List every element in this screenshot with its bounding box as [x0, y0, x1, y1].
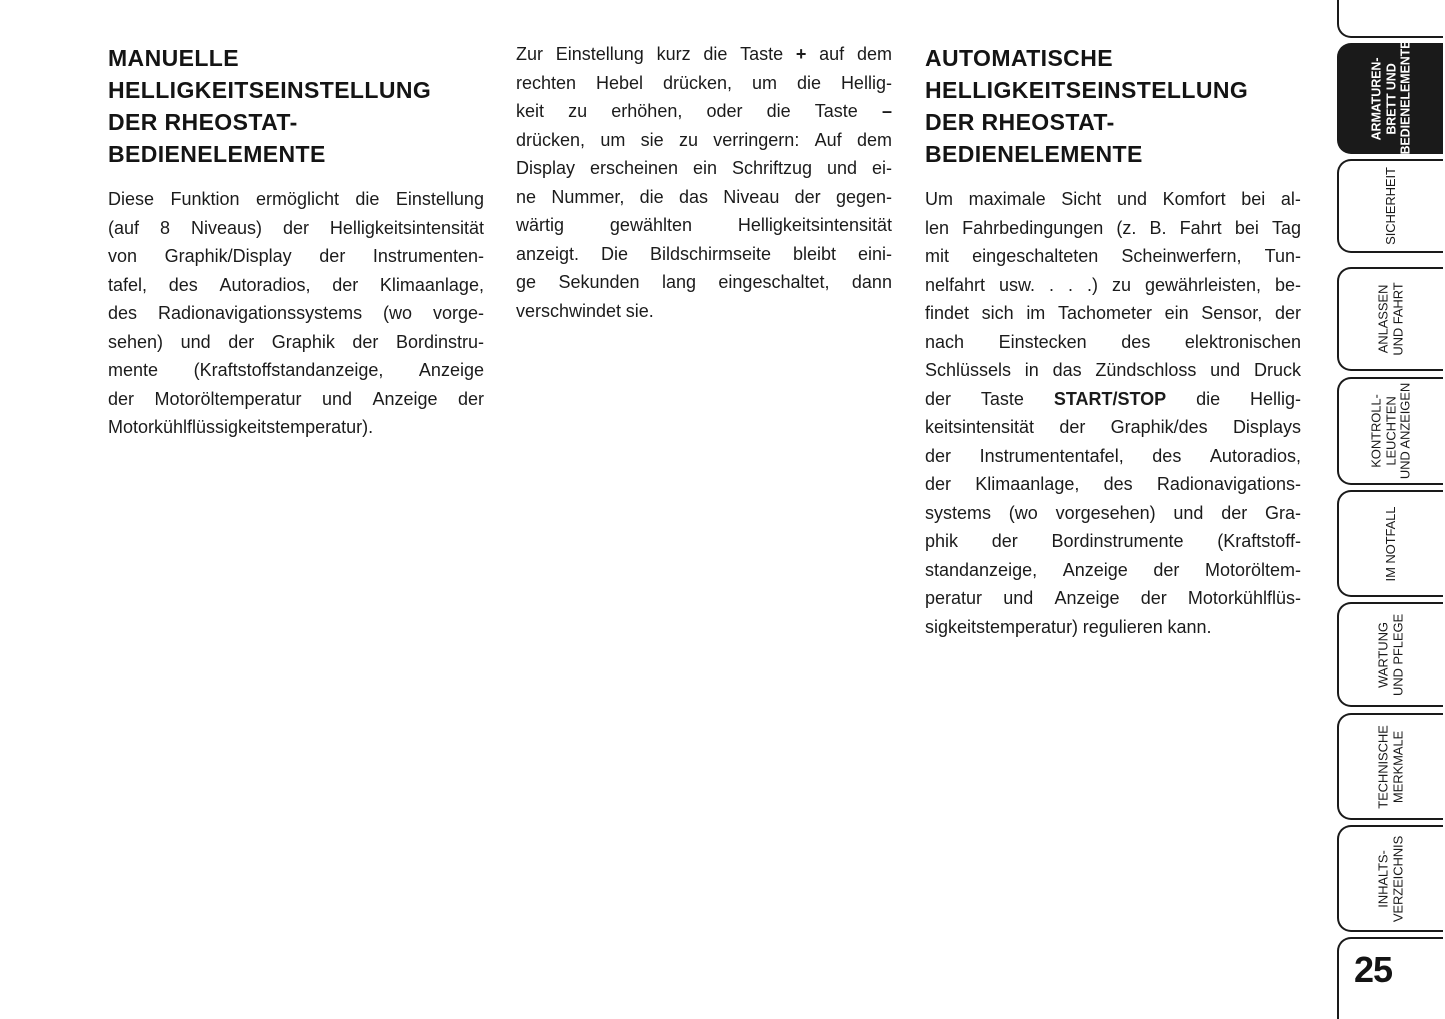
- sidebar-tab-label: KONTROLL- LEUCHTEN UND ANZEIGEN: [1368, 382, 1413, 480]
- sidebar-tab-wartung-und-pflege: [1337, 602, 1443, 707]
- text-line: Zur Einstellung kurz die Taste + auf dem: [516, 44, 892, 64]
- heading-line: AUTOMATISCHE: [925, 45, 1113, 71]
- text-line: Um maximale Sicht und Komfort bei al-: [925, 189, 1301, 209]
- section-body-text: [516, 40, 892, 325]
- sidebar-tab-label: ARMATUREN- BRETT UND BEDIENELEMENTE: [1369, 40, 1413, 154]
- section-heading: [108, 42, 484, 170]
- text-line: wärtig gewählten Helligkeitsintensität: [516, 215, 892, 235]
- section-body-text: [108, 185, 484, 442]
- text-line: ge Sekunden lang eingeschaltet, dann: [516, 272, 892, 292]
- sidebar-tab-label: INHALTS- VERZEICHNIS: [1375, 835, 1405, 922]
- text-line: (auf 8 Niveaus) der Helligkeitsintensität: [108, 217, 484, 238]
- empty-thumb-tab: [1337, 0, 1443, 38]
- heading-line: BEDIENELEMENTE: [108, 141, 326, 167]
- heading-line: HELLIGKEITSEINSTELLUNG: [925, 77, 1249, 103]
- sidebar-tab-inhaltsverzeichnis: [1337, 825, 1443, 932]
- sidebar-tab-im-notfall: [1337, 490, 1443, 597]
- sidebar-tab-label: SICHERHEIT: [1382, 167, 1398, 245]
- text-line: sehen) und der Graphik der Bordinstru-: [108, 331, 484, 352]
- sidebar-tab-technische-merkmale: [1337, 713, 1443, 820]
- text-line: phik der Bordinstrumente (Kraftstoff-: [925, 531, 1301, 551]
- text-line: keitsintensität der Graphik/des Displays: [925, 417, 1301, 437]
- chapter-thumb-index: [1337, 0, 1445, 1019]
- text-line: len Fahrbedingungen (z. B. Fahrt bei Tag: [925, 217, 1301, 238]
- section-body-text: [925, 185, 1301, 641]
- text-line: sigkeitstemperatur) regulieren kann.: [925, 616, 1212, 637]
- text-line: der Instrumententafel, des Autoradios,: [925, 445, 1301, 466]
- column-manual-brightness: [108, 42, 484, 442]
- sidebar-tab-label: ANLASSEN UND FAHRT: [1375, 282, 1405, 356]
- text-line: verschwindet sie.: [516, 300, 654, 321]
- text-line: des Radionavigationssystems (wo vorge-: [108, 303, 484, 323]
- heading-line: HELLIGKEITSEINSTELLUNG: [108, 77, 432, 103]
- sidebar-tab-label: WARTUNG UND PFLEGE: [1375, 613, 1405, 696]
- section-heading: [925, 42, 1301, 170]
- text-line: tafel, des Autoradios, der Klimaanlage,: [108, 274, 484, 295]
- column-automatic-brightness: [925, 42, 1301, 641]
- page-number: 25: [1354, 949, 1393, 990]
- sidebar-tab-kontrollleuchten-und-anzeigen: [1337, 377, 1443, 485]
- text-line: nach Einstecken des elektronischen: [925, 331, 1301, 352]
- text-line: von Graphik/Display der Instrumenten-: [108, 246, 484, 266]
- text-line: systems (wo vorgesehen) und der Gra-: [925, 502, 1301, 523]
- text-line: findet sich im Tachometer ein Sensor, der: [925, 303, 1301, 323]
- text-line: Motorkühlflüssigkeitstemperatur).: [108, 417, 374, 437]
- page-number-box: [1337, 937, 1443, 1019]
- text-line: der Motoröltemperatur und Anzeige der: [108, 388, 484, 409]
- text-line: rechten Hebel drücken, um die Hellig-: [516, 72, 892, 93]
- heading-line: MANUELLE: [108, 45, 239, 71]
- text-line: Diese Funktion ermöglicht die Einstellung: [108, 189, 484, 209]
- heading-line: DER RHEOSTAT-: [108, 109, 298, 135]
- sidebar-tab-armaturenbrett-und-bedienelemente: [1337, 40, 1443, 154]
- text-line: keit zu erhöhen, oder die Taste –: [516, 101, 892, 121]
- sidebar-tab-anlassen-und-fahrt: [1337, 267, 1443, 371]
- text-line: peratur und Anzeige der Motorkühlflüs-: [925, 588, 1301, 608]
- text-line: anzeigt. Die Bildschirmseite bleibt eini-: [516, 243, 892, 264]
- sidebar-tab-label: TECHNISCHE MERKMALE: [1375, 724, 1405, 809]
- heading-line: DER RHEOSTAT-: [925, 109, 1115, 135]
- text-line: ne Nummer, die das Niveau der gegen-: [516, 186, 892, 207]
- text-line: drücken, um sie zu verringern: Auf dem: [516, 129, 892, 150]
- sidebar-tab-label: IM NOTFALL: [1382, 506, 1398, 581]
- text-line: der Taste START/STOP die Hellig-: [925, 388, 1301, 409]
- text-line: mente (Kraftstoffstandanzeige, Anzeige: [108, 360, 484, 380]
- text-line: Display erscheinen ein Schriftzug und ei-: [516, 158, 892, 178]
- text-line: mit eingeschalteten Scheinwerfern, Tun-: [925, 246, 1301, 266]
- text-line: der Klimaanlage, des Radionavigations-: [925, 474, 1301, 494]
- sidebar-tab-sicherheit: [1337, 159, 1443, 253]
- text-line: nelfahrt usw. . . .) zu gewährleisten, be-: [925, 274, 1301, 295]
- column-adjustment-instructions: [516, 40, 892, 325]
- text-line: Schlüssels in das Zündschloss und Druck: [925, 360, 1301, 380]
- text-line: standanzeige, Anzeige der Motoröltem-: [925, 559, 1301, 580]
- heading-line: BEDIENELEMENTE: [925, 141, 1143, 167]
